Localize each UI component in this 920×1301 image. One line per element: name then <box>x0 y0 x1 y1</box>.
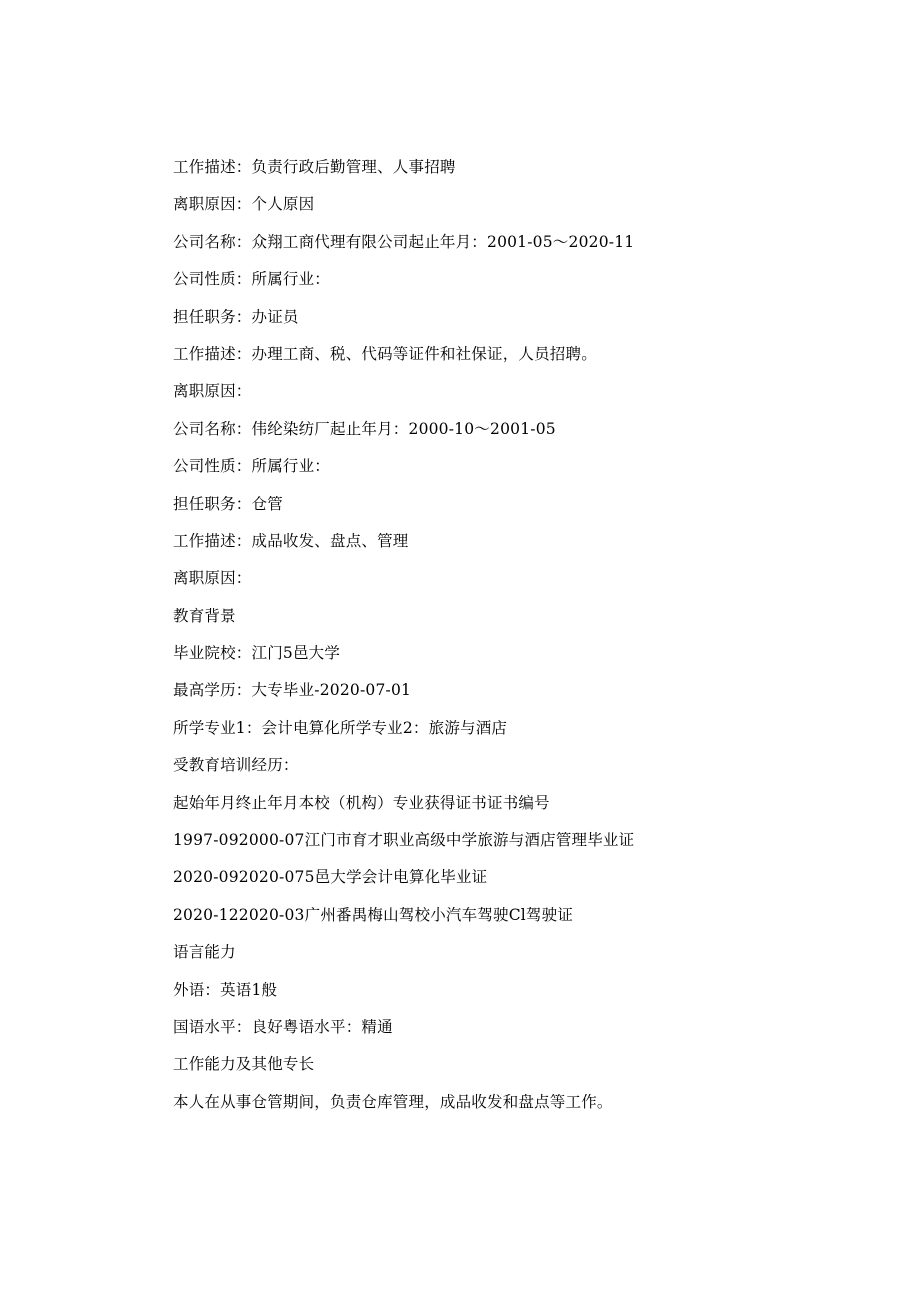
company-name-line: 公司名称：众翔工商代理有限公司起止年月：2001-05～2020-11 <box>173 232 635 251</box>
leave-reason-line: 离职原因： <box>173 382 252 401</box>
leave-reason-line: 离职原因：个人原因 <box>173 195 315 214</box>
training-header-row: 起始年月终止年月本校（机构）专业获得证书证书编号 <box>173 793 550 812</box>
training-row: 2020-122020-03广州番禺梅山驾校小汽车驾驶Cl驾驶证 <box>173 905 574 924</box>
training-heading-line: 受教育培训经历： <box>173 756 299 775</box>
leave-reason-line: 离职原因： <box>173 569 252 588</box>
degree-line: 最高学历：大专毕业-2020-07-01 <box>173 681 412 700</box>
position-line: 担任职务：办证员 <box>173 307 299 326</box>
position-line: 担任职务：仓管 <box>173 494 283 513</box>
section-heading-language: 语言能力 <box>173 943 236 962</box>
job-description-line: 工作描述：负责行政后勤管理、人事招聘 <box>173 158 456 176</box>
job-description-line: 工作描述：办理工商、税、代码等证件和社保证，人员招聘。 <box>173 344 597 363</box>
school-line: 毕业院校：江门5邑大学 <box>173 644 341 663</box>
company-nature-line: 公司性质：所属行业： <box>173 457 331 476</box>
training-row: 1997-092000-07江门市育才职业高级中学旅游与酒店管理毕业证 <box>173 831 635 850</box>
company-nature-line: 公司性质：所属行业： <box>173 270 331 289</box>
job-description-line: 工作描述：成品收发、盘点、管理 <box>173 531 409 550</box>
section-heading-education: 教育背景 <box>173 606 236 625</box>
section-heading-skills: 工作能力及其他专长 <box>173 1055 315 1074</box>
skills-description-line: 本人在从事仓管期间，负责仓库管理，成品收发和盘点等工作。 <box>173 1092 613 1111</box>
training-row: 2020-092020-075邑大学会计电算化毕业证 <box>173 868 488 887</box>
major-line: 所学专业1：会计电算化所学专业2：旅游与酒店 <box>173 718 508 737</box>
mandarin-cantonese-line: 国语水平：良好粤语水平：精通 <box>173 1017 393 1036</box>
company-name-line: 公司名称：伟纶染纺厂起止年月：2000-10～2001-05 <box>173 419 556 438</box>
document-body <box>173 155 873 1127</box>
foreign-language-line: 外语：英语1般 <box>173 980 278 999</box>
